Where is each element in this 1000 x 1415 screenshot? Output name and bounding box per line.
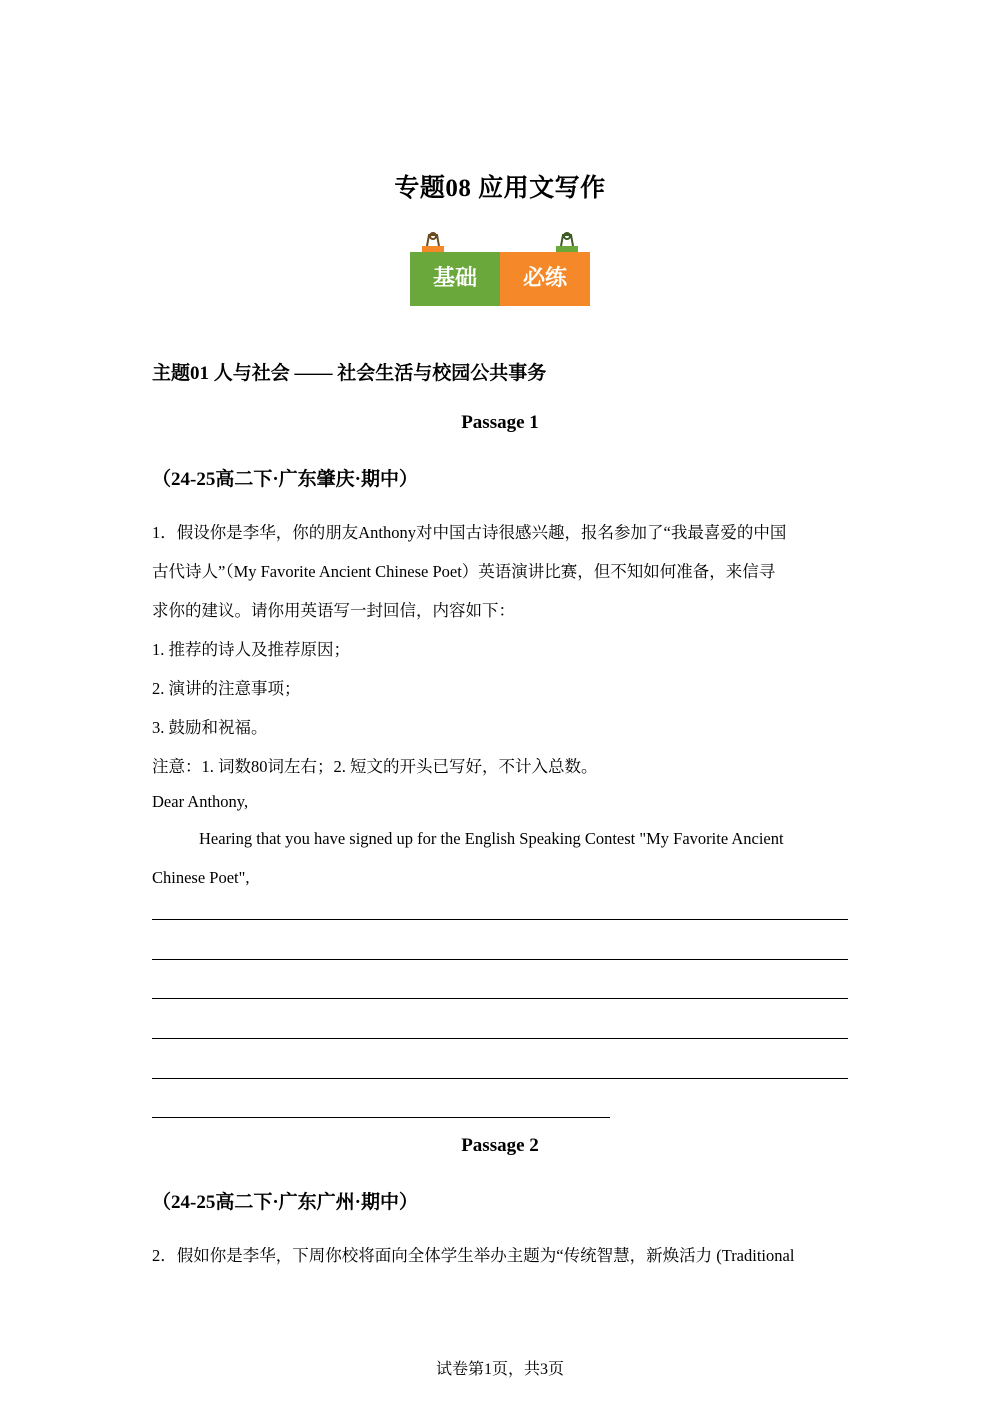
passage-1-line: 2. 演讲的注意事项；	[152, 679, 301, 698]
letter-salutation: Dear Anthony,	[152, 792, 249, 811]
answer-line[interactable]	[152, 998, 848, 999]
badge-right-label: 必练	[522, 266, 567, 291]
passage-1-line: 3. 鼓励和祝福。	[152, 718, 268, 737]
passage-1-line: 1. 推荐的诗人及推荐原因；	[152, 640, 350, 659]
answer-line[interactable]	[152, 919, 848, 920]
passage-1-source: （24-25高二下·广东肇庆·期中）	[152, 469, 419, 490]
answer-line[interactable]	[152, 1117, 610, 1118]
passage-1-line: 古代诗人”（My Favorite Ancient Chinese Poet）英语演讲比赛，但不知如何准备，来信寻	[152, 562, 776, 581]
passage-1-line: 注意：1. 词数80词左右；2. 短文的开头已写好，不计入总数。	[152, 757, 598, 776]
answer-line[interactable]	[152, 959, 848, 960]
document-title: 专题08 应用文写作	[394, 175, 606, 202]
passage-2-heading: Passage 2	[461, 1135, 539, 1156]
section-badge	[410, 232, 590, 306]
answer-line[interactable]	[152, 1078, 848, 1079]
letter-opening: Hearing that you have signed up for the English Speaking Contest "My Favorite Ancient	[199, 829, 784, 848]
passage-1-line: 求你的建议。请你用英语写一封回信，内容如下：	[152, 601, 515, 620]
passage-1-heading: Passage 1	[461, 412, 539, 433]
badge-left-label: 基础	[432, 266, 477, 291]
passage-1-line: 1．假设你是李华，你的朋友Anthony对中国古诗很感兴趣，报名参加了“我最喜爱的中国	[152, 523, 787, 542]
page-footer: 试卷第1页，共3页	[435, 1361, 564, 1378]
passage-2-line: 2．假如你是李华，下周你校将面向全体学生举办主题为“传统智慧，新焕活力 (Traditional	[152, 1246, 795, 1265]
topic-heading: 主题01 人与社会 —— 社会生活与校园公共事务	[152, 363, 547, 384]
letter-opening-cont: Chinese Poet",	[152, 868, 250, 887]
answer-line[interactable]	[152, 1038, 848, 1039]
passage-2-source: （24-25高二下·广东广州·期中）	[152, 1192, 419, 1213]
